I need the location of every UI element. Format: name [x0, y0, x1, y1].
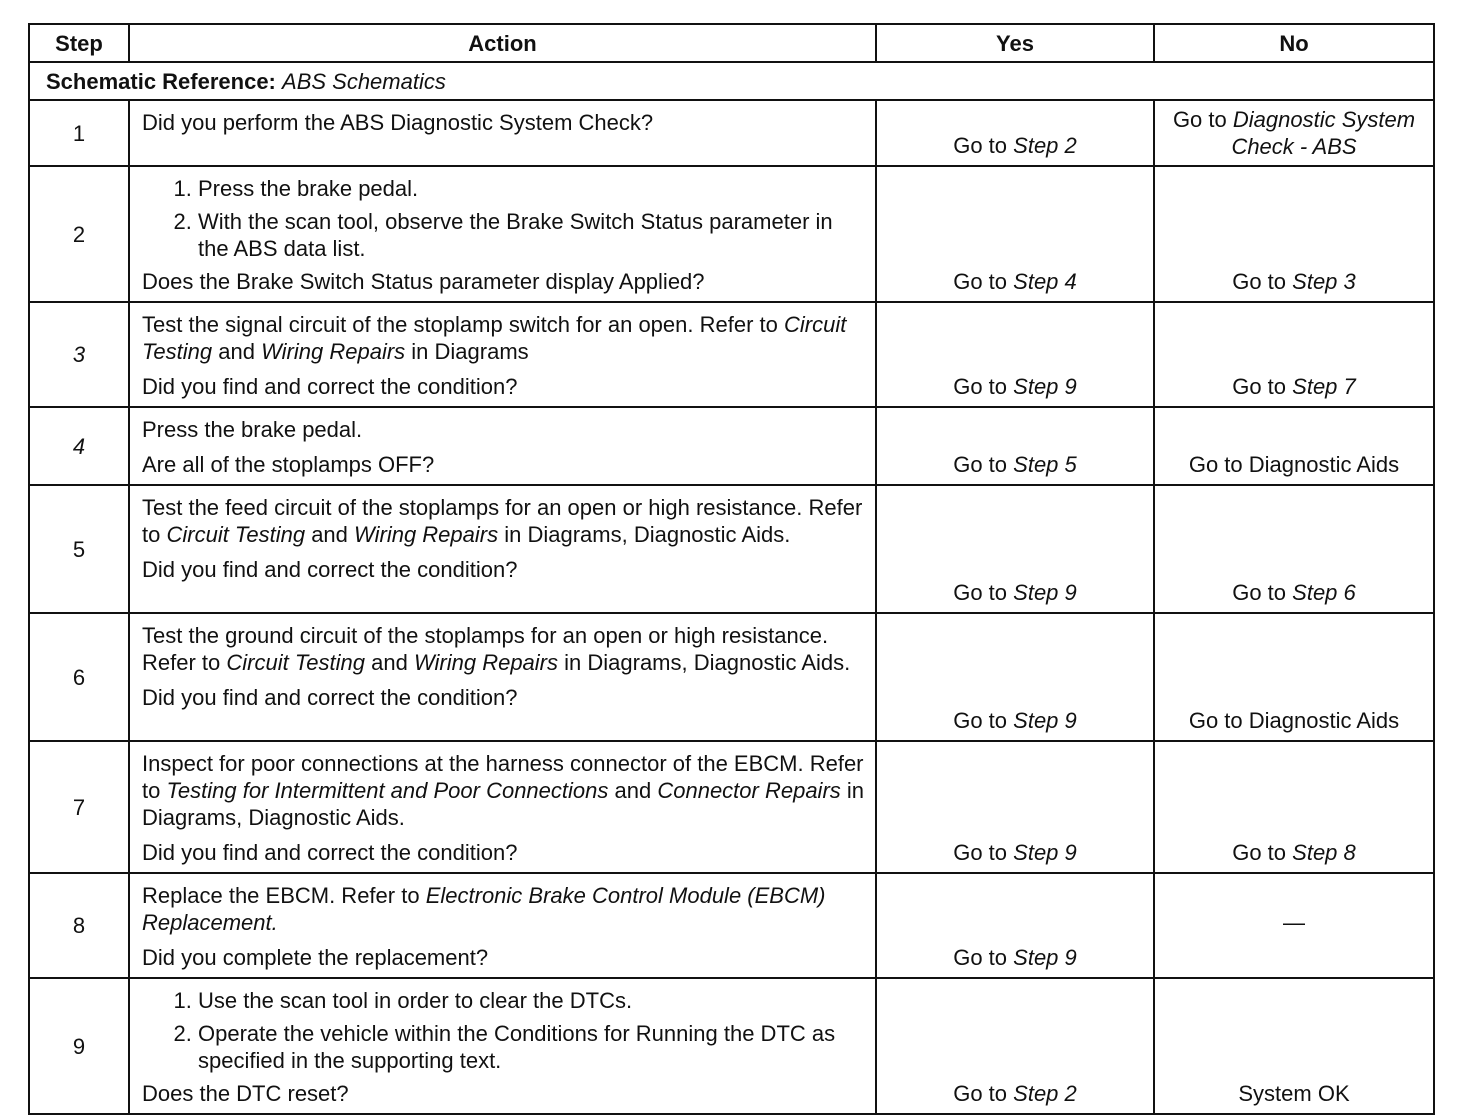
- step-number: 1: [29, 100, 129, 166]
- yes-target-link[interactable]: Step 9: [1013, 840, 1077, 865]
- action-list-item: 2. With the scan tool, observe the Brake Switch Status parameter in the ABS data list.: [198, 208, 865, 262]
- yes-cell: [876, 302, 1154, 407]
- action-text: [142, 494, 865, 548]
- action-text-part: Inspect for poor connections at the harness connector of the EBCM. Refer to: [142, 751, 864, 803]
- yes-target-link[interactable]: Step 9: [1013, 374, 1077, 399]
- action-text-part: Test the signal circuit of the stoplamp switch for an open. Refer to: [142, 312, 778, 337]
- no-cell[interactable]: Go to Diagnostic Aids: [1154, 613, 1434, 741]
- yes-prefix: Go to: [953, 133, 1008, 158]
- table-row: [29, 166, 1434, 302]
- action-cell: [129, 100, 876, 166]
- reference-link[interactable]: Wiring Repairs: [261, 339, 406, 364]
- action-text-part: in Diagrams, Diagnostic Aids.: [142, 778, 865, 830]
- reference-link[interactable]: Circuit Testing: [226, 650, 365, 675]
- yes-target-link[interactable]: Step 4: [1013, 269, 1077, 294]
- action-cell: [129, 613, 876, 741]
- reference-link[interactable]: Connector Repairs: [657, 778, 841, 803]
- step-number: 3: [29, 302, 129, 407]
- table-row: [29, 302, 1434, 407]
- action-text-part: Replace the EBCM. Refer to: [142, 883, 420, 908]
- reference-link[interactable]: Testing for Intermittent and Poor Connections: [166, 778, 609, 803]
- action-question: Did you find and correct the condition?: [142, 685, 518, 710]
- yes-cell: [876, 166, 1154, 302]
- header-row: [29, 24, 1434, 62]
- reference-link[interactable]: Circuit Testing: [142, 312, 847, 364]
- yes-target-link[interactable]: Step 5: [1013, 452, 1077, 477]
- action-list-item: 2. Operate the vehicle within the Conditions for Running the DTC as specified in the supporting text.: [198, 1020, 865, 1074]
- reference-link[interactable]: Circuit Testing: [166, 522, 306, 547]
- step-number: 6: [29, 613, 129, 741]
- schematic-reference: [29, 62, 1434, 100]
- no-prefix: Go to: [1232, 374, 1287, 399]
- action-question: Did you find and correct the condition?: [142, 557, 518, 582]
- action-text-part: and: [614, 778, 652, 803]
- yes-cell: [876, 613, 1154, 741]
- yes-cell: [876, 100, 1154, 166]
- step-number: 5: [29, 485, 129, 613]
- step-number: 8: [29, 873, 129, 978]
- step-number: 2: [29, 166, 129, 302]
- table-row: [29, 741, 1434, 873]
- yes-cell: [876, 741, 1154, 873]
- action-list: [142, 987, 865, 1074]
- action-cell: [129, 978, 876, 1114]
- no-cell: [1154, 485, 1434, 613]
- action-question: Did you find and correct the condition?: [142, 840, 518, 865]
- no-target-link[interactable]: Step 3: [1292, 269, 1356, 294]
- no-target-link[interactable]: Diagnostic System Check - ABS: [1231, 107, 1416, 159]
- no-prefix: Go to: [1232, 840, 1287, 865]
- yes-target-link[interactable]: Step 9: [1013, 945, 1077, 970]
- action-text-part: and: [371, 650, 408, 675]
- action-question: Did you perform the ABS Diagnostic System Check?: [142, 110, 654, 135]
- action-cell: [129, 485, 876, 613]
- no-cell: System OK: [1154, 978, 1434, 1114]
- yes-cell: [876, 873, 1154, 978]
- action-cell: [129, 166, 876, 302]
- action-question: Does the Brake Switch Status parameter display Applied?: [142, 269, 705, 294]
- action-text: [142, 882, 865, 936]
- no-cell: [1154, 100, 1434, 166]
- yes-prefix: Go to: [953, 580, 1008, 605]
- action-list-item: 1. Use the scan tool in order to clear the DTCs.: [198, 987, 865, 1014]
- action-text-part: Test the ground circuit of the stoplamps for an open or high resistance. Refer to: [142, 623, 829, 675]
- table-row: [29, 873, 1434, 978]
- no-target-link[interactable]: Step 6: [1292, 580, 1356, 605]
- no-prefix: Go to: [1232, 269, 1287, 294]
- reference-link[interactable]: Wiring Repairs: [354, 522, 499, 547]
- action-question: Are all of the stoplamps OFF?: [142, 452, 435, 477]
- action-text: [142, 311, 865, 365]
- action-text-part: and: [218, 339, 255, 364]
- no-cell: [1154, 166, 1434, 302]
- header-action: Action: [129, 24, 876, 62]
- no-cell: [1154, 302, 1434, 407]
- yes-prefix: Go to: [953, 840, 1008, 865]
- yes-cell: [876, 407, 1154, 485]
- no-cell[interactable]: Go to Diagnostic Aids: [1154, 407, 1434, 485]
- diagnostic-table: [28, 23, 1435, 1115]
- yes-prefix: Go to: [953, 269, 1008, 294]
- yes-cell: [876, 978, 1154, 1114]
- action-text: Press the brake pedal.: [142, 417, 363, 442]
- table-row: [29, 613, 1434, 741]
- reference-link[interactable]: Electronic Brake Control Module (EBCM) Replacement.: [142, 883, 826, 935]
- yes-prefix: Go to: [953, 708, 1008, 733]
- no-target-link[interactable]: Step 7: [1292, 374, 1356, 399]
- action-list: [142, 175, 865, 262]
- action-cell: [129, 741, 876, 873]
- step-number: 9: [29, 978, 129, 1114]
- yes-prefix: Go to: [953, 374, 1008, 399]
- yes-target-link[interactable]: Step 2: [1013, 1081, 1077, 1106]
- action-text-part: Test the feed circuit of the stoplamps for an open or high resistance. Refer to: [142, 495, 863, 547]
- step-number: 7: [29, 741, 129, 873]
- table-row: [29, 100, 1434, 166]
- no-cell: [1154, 741, 1434, 873]
- action-text: [142, 750, 865, 831]
- yes-prefix: Go to: [953, 1081, 1008, 1106]
- action-list-item: 1. Press the brake pedal.: [198, 175, 865, 202]
- no-prefix: Go to: [1232, 580, 1287, 605]
- header-no: No: [1154, 24, 1434, 62]
- reference-link[interactable]: Wiring Repairs: [413, 650, 559, 675]
- header-yes: Yes: [876, 24, 1154, 62]
- yes-cell: [876, 485, 1154, 613]
- table-row: [29, 407, 1434, 485]
- header-step: Step: [29, 24, 129, 62]
- action-text-part: and: [311, 522, 348, 547]
- schematic-reference-link[interactable]: ABS Schematics: [282, 68, 446, 94]
- schematic-reference-row: [29, 62, 1434, 100]
- action-text-part: in Diagrams, Diagnostic Aids.: [564, 650, 851, 675]
- yes-target-link[interactable]: Step 9: [1013, 580, 1077, 605]
- yes-prefix: Go to: [953, 452, 1008, 477]
- action-question: Did you complete the replacement?: [142, 945, 489, 970]
- action-question: Did you find and correct the condition?: [142, 374, 518, 399]
- action-text: [142, 622, 865, 676]
- no-prefix: Go to: [1172, 107, 1227, 132]
- action-text-part: in Diagrams, Diagnostic Aids.: [504, 522, 791, 547]
- action-cell: [129, 873, 876, 978]
- yes-prefix: Go to: [953, 945, 1008, 970]
- schematic-reference-label: Schematic Reference:: [46, 68, 276, 94]
- table-row: [29, 485, 1434, 613]
- action-cell: [129, 302, 876, 407]
- yes-target-link[interactable]: Step 9: [1013, 708, 1077, 733]
- action-question: Does the DTC reset?: [142, 1081, 349, 1106]
- table-row: [29, 978, 1434, 1114]
- yes-target-link[interactable]: Step 2: [1013, 133, 1077, 158]
- no-cell: —: [1154, 873, 1434, 978]
- no-target-link[interactable]: Step 8: [1292, 840, 1356, 865]
- action-text-part: in Diagrams: [411, 339, 529, 364]
- action-cell: [129, 407, 876, 485]
- step-number: 4: [29, 407, 129, 485]
